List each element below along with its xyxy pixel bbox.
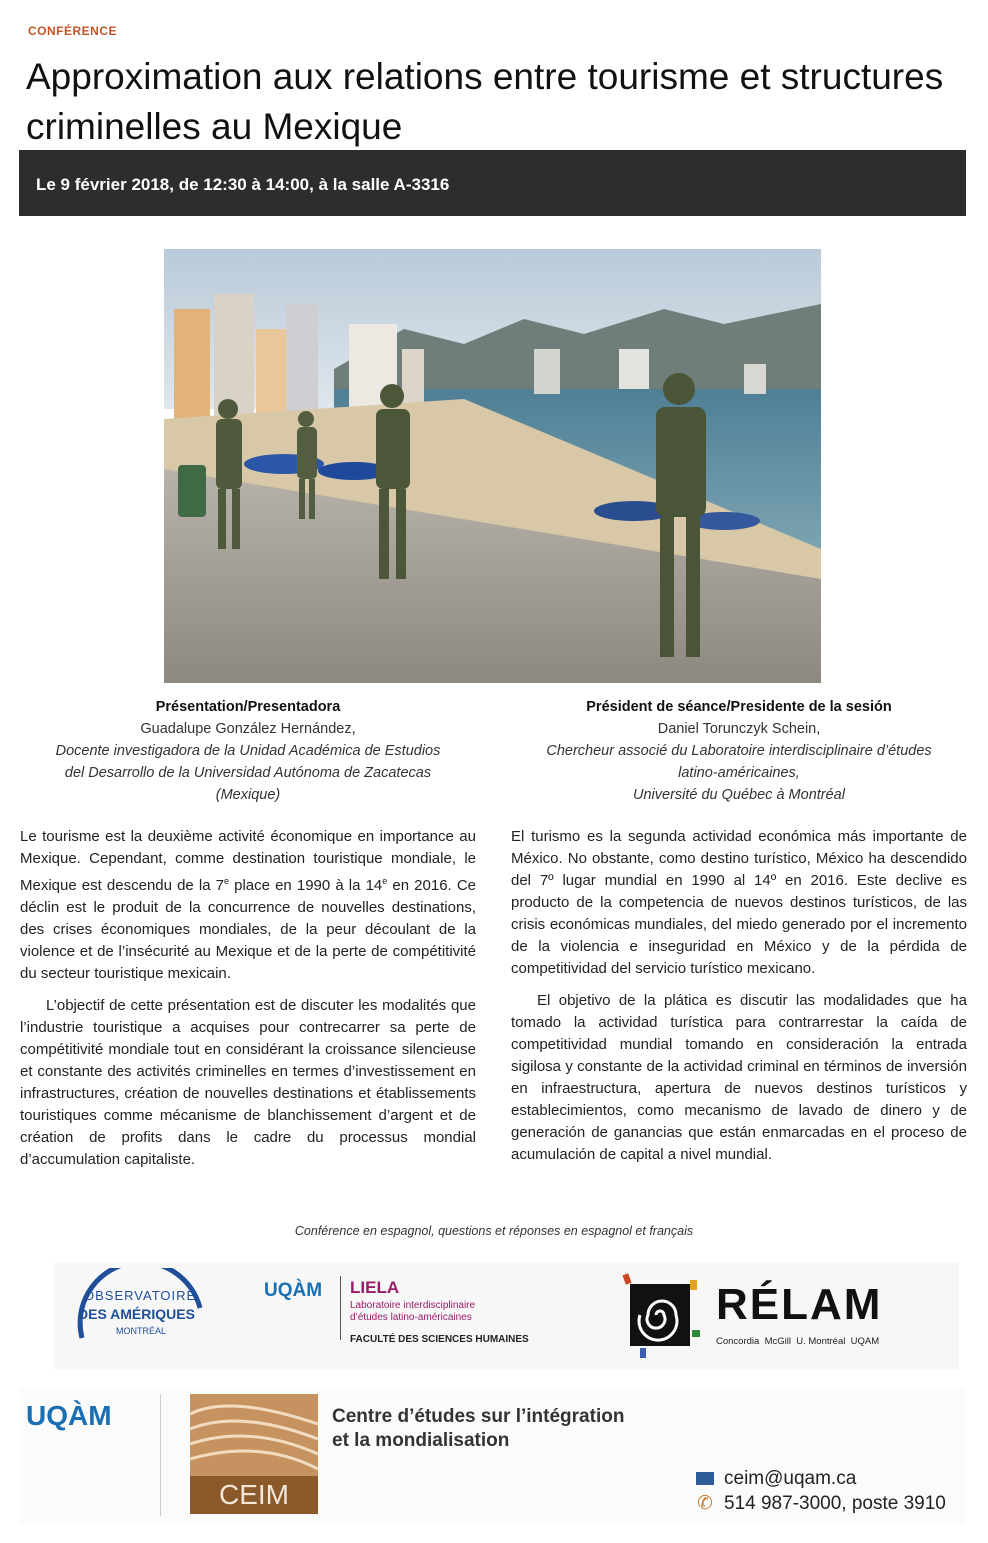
footer-divider bbox=[160, 1394, 161, 1516]
observatoire-line3: MONTRÉAL bbox=[116, 1326, 167, 1336]
event-photo bbox=[164, 249, 821, 683]
chair-affiliation: Chercheur associé du Laboratoire interdisciplinaire d’études bbox=[546, 743, 932, 759]
building bbox=[286, 304, 318, 419]
presenter-affiliation: Docente investigadora de la Unidad Académica de Estudios bbox=[55, 743, 441, 759]
fsh-label: FACULTÉ DES SCIENCES HUMAINES bbox=[350, 1334, 529, 1345]
liela-divider bbox=[340, 1276, 341, 1340]
building bbox=[534, 349, 560, 394]
liela-sub: d’études latino-américaines bbox=[350, 1312, 472, 1323]
email-contact[interactable] bbox=[696, 1468, 856, 1490]
liela-logo bbox=[264, 1276, 564, 1360]
phone-icon: ✆ bbox=[697, 1493, 713, 1514]
centre-name-line2: et la mondialisation bbox=[332, 1430, 510, 1451]
date-line: Le 9 février 2018, de 12:30 à 14:00, à la salle A-3316 bbox=[36, 175, 450, 194]
relam-logo bbox=[620, 1270, 940, 1364]
ceim-logo bbox=[190, 1394, 318, 1514]
footer bbox=[20, 1388, 965, 1524]
date-bar bbox=[19, 150, 966, 216]
chair-name: Daniel Torunczyk Schein, bbox=[657, 721, 821, 737]
language-note: Conférence en espagnol, questions et réponses en espagnol et français bbox=[294, 1224, 694, 1238]
chair-block bbox=[511, 696, 967, 806]
liela-title: LIELA bbox=[350, 1278, 400, 1297]
spanish-paragraph: El turismo es la segunda actividad económica más importante de México. No obstante, como destino turístico, México ha descendido del 7º lugar mundial en 1990 al 14º en 2016. Este declive es producto de la competencia de nuevos destinos turísticos, de las crisis económicas mundiales, del miedo generado por el incremento de la violencia e inseguridad en México y de la pérdida de competitividad del servicio turístico mexicano. bbox=[511, 828, 967, 977]
phone-contact[interactable] bbox=[696, 1492, 946, 1515]
chair-role: Président de séance/Presidente de la sesión bbox=[586, 699, 892, 715]
french-paragraph: L’objectif de cette présentation est de discuter les modalités que l’industrie touristique a acquises pour contrecarrer sa perte de compétitivité mondiale tout en considérant la croissance silencieuse et constante des activités criminelles en termes d’investissement en infrastructures, création de nouvelles destinations et établissements touristiques comme mécanisme de blanchissement d’argent et de création de profits dans le cadre du processus mondial d’accumulation capitaliste. bbox=[20, 997, 476, 1168]
page-title: Approximation aux relations entre tourisme et structures criminelles au Mexique bbox=[26, 56, 944, 147]
presenter-name: Guadalupe González Hernández, bbox=[140, 721, 356, 737]
footer-uqam-wordmark: UQÀM bbox=[26, 1400, 112, 1431]
presenter-affiliation: del Desarrollo de la Universidad Autónoma de Zacatecas bbox=[64, 765, 432, 781]
chair-affiliation: Université du Québec à Montréal bbox=[633, 787, 845, 803]
email-text[interactable]: ceim@uqam.ca bbox=[724, 1468, 857, 1489]
relam-spiral-icon bbox=[620, 1270, 702, 1360]
ceim-pattern-icon bbox=[190, 1394, 318, 1476]
conference-kicker: CONFÉRENCE bbox=[28, 24, 118, 38]
right-column bbox=[511, 696, 967, 1166]
relam-wordmark: RÉLAM bbox=[716, 1280, 883, 1329]
building bbox=[256, 329, 286, 419]
uqam-wordmark: UQÀM bbox=[264, 1280, 323, 1301]
building bbox=[619, 349, 649, 389]
building bbox=[214, 294, 254, 419]
observatoire-logo bbox=[62, 1268, 212, 1364]
chair-affiliation: latino-américaines, bbox=[678, 765, 800, 781]
trash-barrel bbox=[178, 465, 206, 517]
building bbox=[744, 364, 766, 394]
french-paragraph: Le tourisme est la deuxième activité économique en importance au Mexique. Cependant, comme destination touristique mondiale, le Mexique est descendu de la 7e place en 1990 à la 14e en 2016. Ce déclin est le produit de la concurrence de nouvelles destinations, des crises économiques mondiales, de la peur découlant de la violence et de l’insécurité au Mexique et de la perte de compétitivité du secteur touristique mexicain. bbox=[20, 828, 476, 982]
observatoire-line2: DES AMÉRIQUES bbox=[78, 1306, 195, 1322]
observatoire-line1: OBSERVATOIRE bbox=[84, 1288, 197, 1303]
left-column bbox=[20, 696, 476, 1171]
liela-sub: Laboratoire interdisciplinaire bbox=[350, 1300, 476, 1311]
building bbox=[174, 309, 210, 419]
partner-logos bbox=[54, 1262, 959, 1370]
email-icon bbox=[696, 1472, 714, 1485]
ceim-wordmark: CEIM bbox=[190, 1476, 318, 1514]
centre-name-line1: Centre d’études sur l’intégration bbox=[332, 1406, 625, 1427]
building bbox=[402, 349, 424, 409]
phone-text[interactable]: 514 987-3000, poste 3910 bbox=[724, 1493, 946, 1514]
presenter-role: Présentation/Presentadora bbox=[155, 699, 341, 715]
spanish-paragraph: El objetivo de la plática es discutir las modalidades que ha tomado la actividad turística para contrarrestar la caída de competitividad mundial tomando en consideración la entrada sigilosa y constante de la actividad criminal en términos de inversión en infraestructura, apertura de nuevos destinos turísticos y establecimientos, como mecanismo de lavado de dinero y de generación de ganancias que están enmarcadas en el proceso de acumulación de capital a nivel mundial. bbox=[511, 992, 967, 1163]
presenter-affiliation: (Mexique) bbox=[215, 787, 281, 803]
presenter-block bbox=[20, 696, 476, 806]
relam-sub: Concordia McGill U. Montréal UQAM bbox=[716, 1336, 880, 1347]
